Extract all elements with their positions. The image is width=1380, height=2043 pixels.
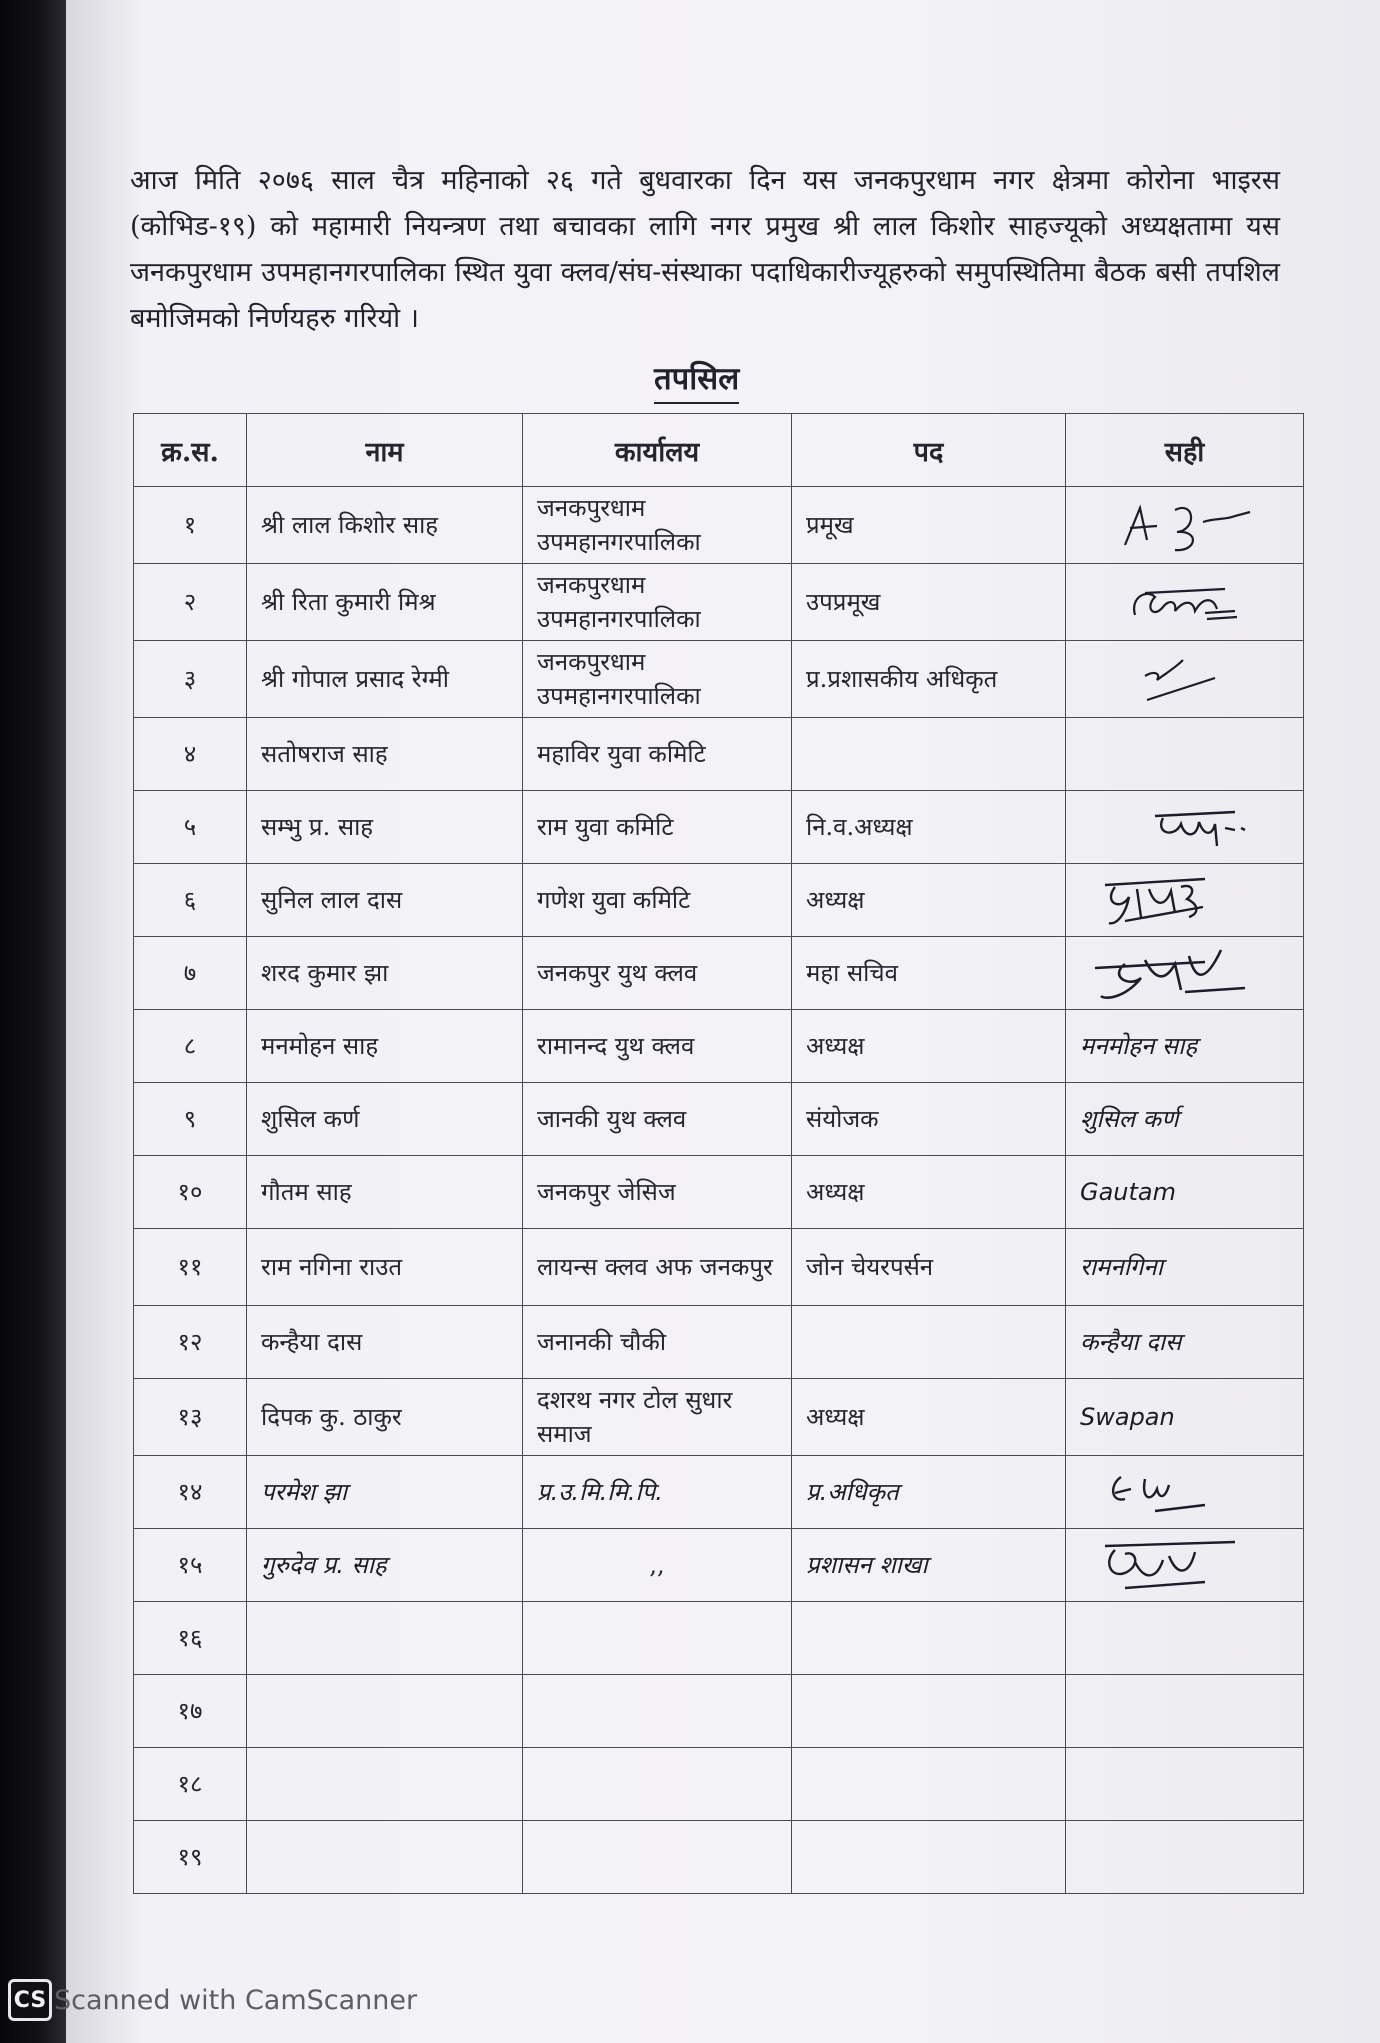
cell-office: [523, 1821, 792, 1894]
cell-sn: १४: [134, 1456, 247, 1529]
cell-post: [792, 718, 1066, 791]
cell-name: शरद कुमार झा: [247, 937, 523, 1010]
signature-11: रामनगिना: [1066, 1229, 1304, 1306]
cell-post: जोन चेयरपर्सन: [792, 1229, 1066, 1306]
cell-sn: १: [134, 487, 247, 564]
camscanner-watermark: [8, 1980, 417, 2020]
cell-post: संयोजक: [792, 1083, 1066, 1156]
cell-post: उपप्रमूख: [792, 564, 1066, 641]
watermark-text: Scanned with CamScanner: [54, 1984, 418, 2016]
cell-office: जनकपुरधाम उपमहानगरपालिका: [523, 564, 792, 641]
header-signature: सही: [1066, 414, 1304, 487]
cell-office: दशरथ नगर टोल सुधार समाज: [523, 1379, 792, 1456]
cell-name: सुनिल लाल दास: [247, 864, 523, 937]
cell-office: [523, 1675, 792, 1748]
table-row: [134, 1602, 1304, 1675]
table-row: [134, 718, 1304, 791]
cell-name: गौतम साह: [247, 1156, 523, 1229]
signature-18-blank: [1066, 1748, 1304, 1821]
cell-name: सतोषराज साह: [247, 718, 523, 791]
table-row: [134, 937, 1304, 1010]
cell-post: [792, 1306, 1066, 1379]
cell-office: जानकी युथ क्लव: [523, 1083, 792, 1156]
cell-sn: १९: [134, 1821, 247, 1894]
table-header-row: [134, 414, 1304, 487]
table-row: [134, 1156, 1304, 1229]
cell-office: जनकपुर युथ क्लव: [523, 937, 792, 1010]
table-row: [134, 1821, 1304, 1894]
notebook-binding: [0, 0, 66, 2043]
cell-name: श्री रिता कुमारी मिश्र: [247, 564, 523, 641]
signature-10: Gautam: [1066, 1156, 1304, 1229]
cell-post: नि.व.अध्यक्ष: [792, 791, 1066, 864]
table-row: [134, 1010, 1304, 1083]
cell-post: [792, 1602, 1066, 1675]
cell-name: श्री गोपाल प्रसाद रेग्मी: [247, 641, 523, 718]
signature-5: [1066, 791, 1304, 864]
cell-name: दिपक कु. ठाकुर: [247, 1379, 523, 1456]
table-row: [134, 1748, 1304, 1821]
cell-sn: १८: [134, 1748, 247, 1821]
signature-7: [1066, 937, 1304, 1010]
table-row: [134, 487, 1304, 564]
cell-sn: ६: [134, 864, 247, 937]
intro-paragraph: आज मिति २०७६ साल चैत्र महिनाको २६ गते बुधवारका दिन यस जनकपुरधाम नगर क्षेत्रमा कोरोना भाइरस (कोभिड-१९) को महामारी नियन्त्रण तथा बचावका लागि नगर प्रमुख श्री लाल किशोर साहज्यूको अध्यक्षतामा यस जनकपुरधाम उपमहानगरपालिका स्थित युवा क्लव/संघ-संस्थाका पदाधिकारीज्यूहरुको समुपस्थितिमा बैठक बसी तपशिल बमोजिमको निर्णयहरु गरियो ।: [130, 165, 1280, 334]
cell-sn: ७: [134, 937, 247, 1010]
signature-12: कन्हैया दास: [1066, 1306, 1304, 1379]
table-row: [134, 1456, 1304, 1529]
cell-office: महाविर युवा कमिटि: [523, 718, 792, 791]
table-row: [134, 1379, 1304, 1456]
signature-9: शुसिल कर्ण: [1066, 1083, 1304, 1156]
cell-sn: ९: [134, 1083, 247, 1156]
cell-name: मनमोहन साह: [247, 1010, 523, 1083]
signature-19-blank: [1066, 1821, 1304, 1894]
header-sn: क्र.स.: [134, 414, 247, 487]
table-row: [134, 1229, 1304, 1306]
cell-sn: १५: [134, 1529, 247, 1602]
table-row: [134, 864, 1304, 937]
cell-name: गुरुदेव प्र. साह: [247, 1529, 523, 1602]
table-row: [134, 1529, 1304, 1602]
cell-post: अध्यक्ष: [792, 1156, 1066, 1229]
signature-14: [1066, 1456, 1304, 1529]
table-title: तपसिल: [654, 357, 739, 404]
cell-name: शुसिल कर्ण: [247, 1083, 523, 1156]
cell-post: [792, 1675, 1066, 1748]
table-row: [134, 641, 1304, 718]
header-office: कार्यालय: [523, 414, 792, 487]
cell-office: राम युवा कमिटि: [523, 791, 792, 864]
cell-office: रामानन्द युथ क्लव: [523, 1010, 792, 1083]
signature-17-blank: [1066, 1675, 1304, 1748]
cell-office: जनकपुरधाम उपमहानगरपालिका: [523, 641, 792, 718]
cell-office: जनानकी चौकी: [523, 1306, 792, 1379]
header-name: नाम: [247, 414, 523, 487]
cell-sn: ४: [134, 718, 247, 791]
signature-1: [1066, 487, 1304, 564]
cell-office: जनकपुर जेसिज: [523, 1156, 792, 1229]
cell-name: [247, 1748, 523, 1821]
signature-4-blank: [1066, 718, 1304, 791]
cell-sn: १३: [134, 1379, 247, 1456]
attendance-table: [133, 413, 1304, 1894]
cell-post: प्रमूख: [792, 487, 1066, 564]
camscanner-logo-icon: CS: [8, 1979, 52, 2021]
table-row: [134, 564, 1304, 641]
cell-office: [523, 1602, 792, 1675]
cell-post: [792, 1748, 1066, 1821]
cell-sn: ८: [134, 1010, 247, 1083]
cell-sn: १६: [134, 1602, 247, 1675]
cell-post: प्र.प्रशासकीय अधिकृत: [792, 641, 1066, 718]
cell-name: सम्भु प्र. साह: [247, 791, 523, 864]
cell-post: प्र.अधिकृत: [792, 1456, 1066, 1529]
cell-sn: १७: [134, 1675, 247, 1748]
cell-office: [523, 1748, 792, 1821]
signature-8: मनमोहन साह: [1066, 1010, 1304, 1083]
signature-2: [1066, 564, 1304, 641]
cell-post: अध्यक्ष: [792, 1010, 1066, 1083]
cell-name: [247, 1821, 523, 1894]
cell-sn: ३: [134, 641, 247, 718]
cell-sn: २: [134, 564, 247, 641]
signature-6: [1066, 864, 1304, 937]
cell-post: [792, 1821, 1066, 1894]
cell-sn: १०: [134, 1156, 247, 1229]
signature-15: [1066, 1529, 1304, 1602]
table-row: [134, 791, 1304, 864]
cell-sn: ११: [134, 1229, 247, 1306]
table-row: [134, 1083, 1304, 1156]
cell-office: लायन्स क्लव अफ जनकपुर: [523, 1229, 792, 1306]
table-row: [134, 1306, 1304, 1379]
cell-name: राम नगिना राउत: [247, 1229, 523, 1306]
signature-16-blank: [1066, 1602, 1304, 1675]
cell-office: जनकपुरधाम उपमहानगरपालिका: [523, 487, 792, 564]
cell-name: परमेश झा: [247, 1456, 523, 1529]
cell-sn: ५: [134, 791, 247, 864]
cell-office: ,,: [523, 1529, 792, 1602]
cell-post: अध्यक्ष: [792, 864, 1066, 937]
cell-office: प्र.उ.मि.मि.पि.: [523, 1456, 792, 1529]
cell-name: [247, 1602, 523, 1675]
cell-name: [247, 1675, 523, 1748]
cell-office: गणेश युवा कमिटि: [523, 864, 792, 937]
cell-post: अध्यक्ष: [792, 1379, 1066, 1456]
cell-name: कन्हैया दास: [247, 1306, 523, 1379]
cell-post: प्रशासन शाखा: [792, 1529, 1066, 1602]
signature-13: Swapan: [1066, 1379, 1304, 1456]
table-row: [134, 1675, 1304, 1748]
cell-sn: १२: [134, 1306, 247, 1379]
cell-post: महा सचिव: [792, 937, 1066, 1010]
header-post: पद: [792, 414, 1066, 487]
signature-3: [1066, 641, 1304, 718]
cell-name: श्री लाल किशोर साह: [247, 487, 523, 564]
